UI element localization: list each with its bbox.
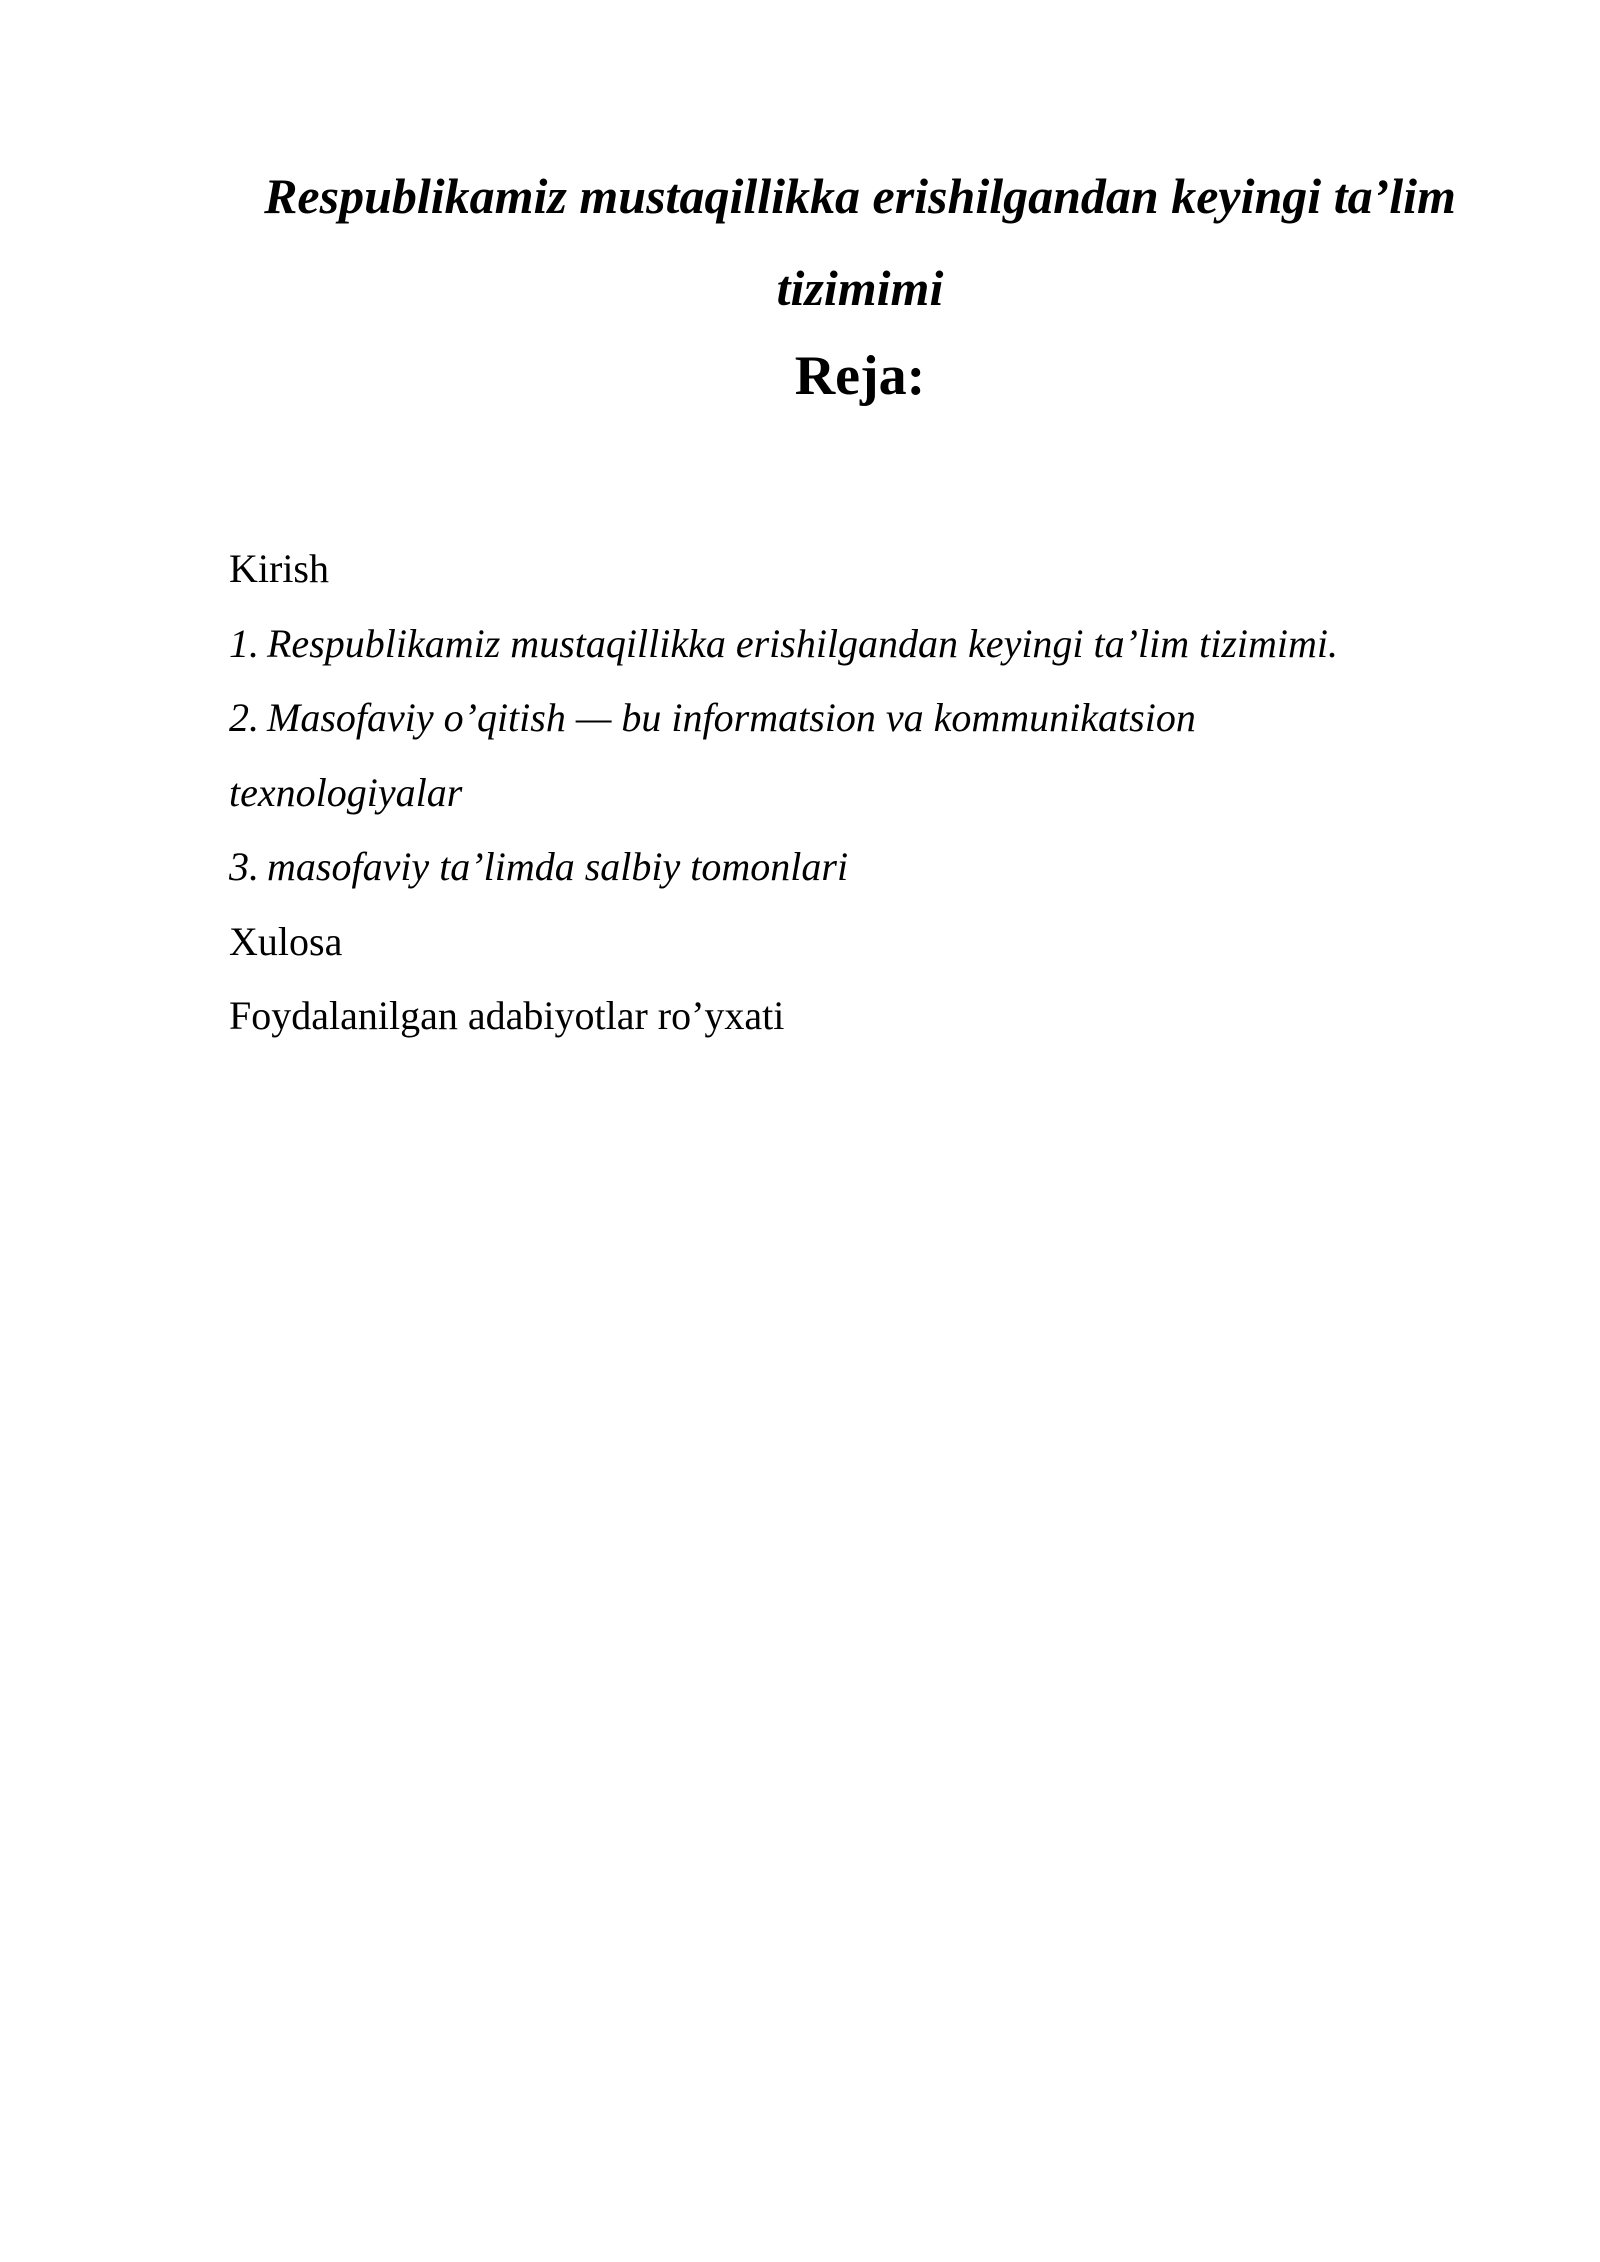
title-block bbox=[230, 150, 1490, 416]
outline-item-introduction bbox=[229, 532, 1489, 607]
outline-item-number: 3. bbox=[229, 844, 259, 889]
outline-item-number: 1. bbox=[229, 620, 259, 666]
plan-outline bbox=[229, 532, 1489, 1054]
outline-item-1 bbox=[229, 607, 1489, 682]
outline-item-text: Foydalanilgan adabiyotlar ro’yxati bbox=[229, 993, 785, 1038]
outline-item-text: Xulosa bbox=[229, 918, 343, 964]
document-title: Respublikamiz mustaqillikka erishilgandan keyingi ta’lim tizimimi bbox=[264, 168, 1456, 316]
outline-item-text: Kirish bbox=[229, 546, 329, 591]
plan-heading: Reja: bbox=[794, 345, 926, 407]
outline-item-2 bbox=[229, 681, 1329, 830]
outline-item-number: 2. bbox=[229, 695, 259, 740]
outline-item-references bbox=[229, 979, 1489, 1054]
outline-item-conclusion bbox=[229, 905, 1489, 980]
outline-item-text: Masofaviy o’qitish — bu informatsion va kommunikatsion texnologiyalar bbox=[229, 695, 1196, 815]
outline-item-text: masofaviy ta’limda salbiy tomonlari bbox=[267, 844, 849, 889]
outline-item-3 bbox=[229, 830, 1489, 905]
outline-item-text: Respublikamiz mustaqillikka erishilgandan keyingi ta’lim tizimimi. bbox=[267, 620, 1338, 666]
